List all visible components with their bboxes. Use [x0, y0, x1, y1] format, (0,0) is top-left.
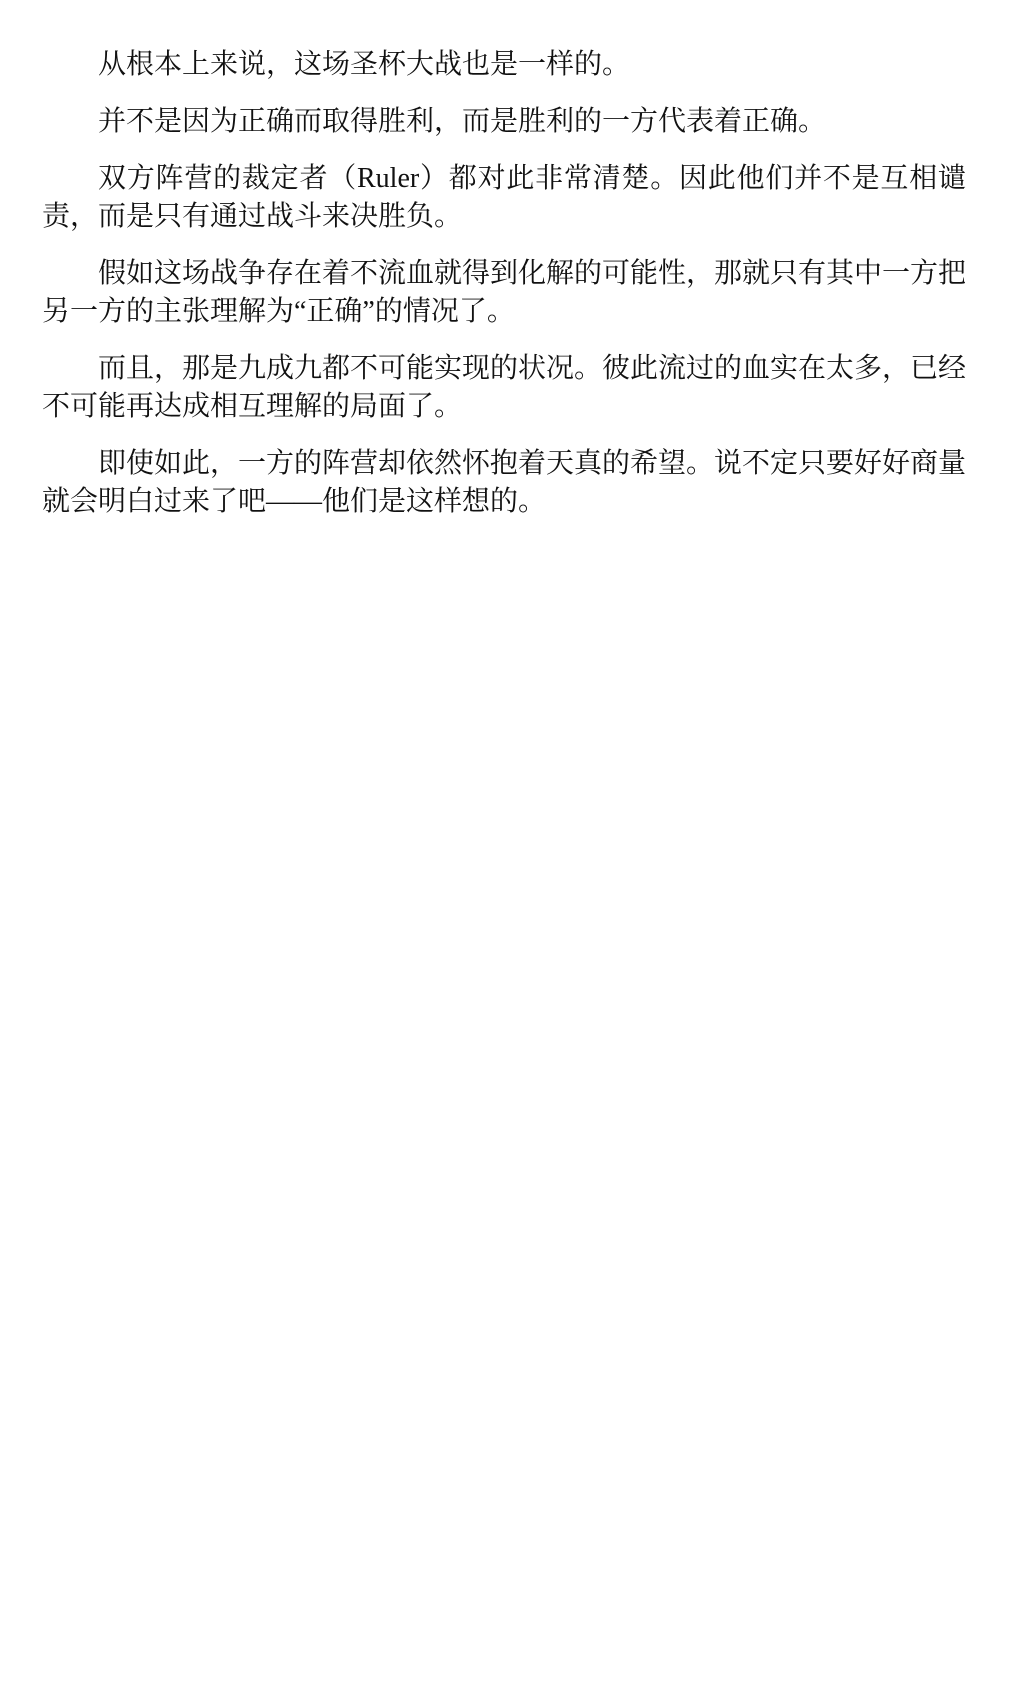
paragraph: 双方阵营的裁定者（Ruler）都对此非常清楚。因此他们并不是互相谴责，而是只有通过战斗来决胜负。	[42, 163, 966, 232]
paragraph: 假如这场战争存在着不流血就得到化解的可能性，那就只有其中一方把另一方的主张理解为“正确”的情况了。	[42, 258, 967, 327]
paragraph: 从根本上来说，这场圣杯大战也是一样的。	[98, 49, 631, 80]
paragraph: 即使如此，一方的阵营却依然怀抱着天真的希望。说不定只要好好商量就会明白过来了吧——他们是这样想的。	[42, 448, 967, 517]
paragraph: 而且，那是九成九都不可能实现的状况。彼此流过的血实在太多，已经不可能再达成相互理解的局面了。	[42, 353, 967, 422]
paragraph: 并不是因为正确而取得胜利，而是胜利的一方代表着正确。	[98, 106, 827, 137]
